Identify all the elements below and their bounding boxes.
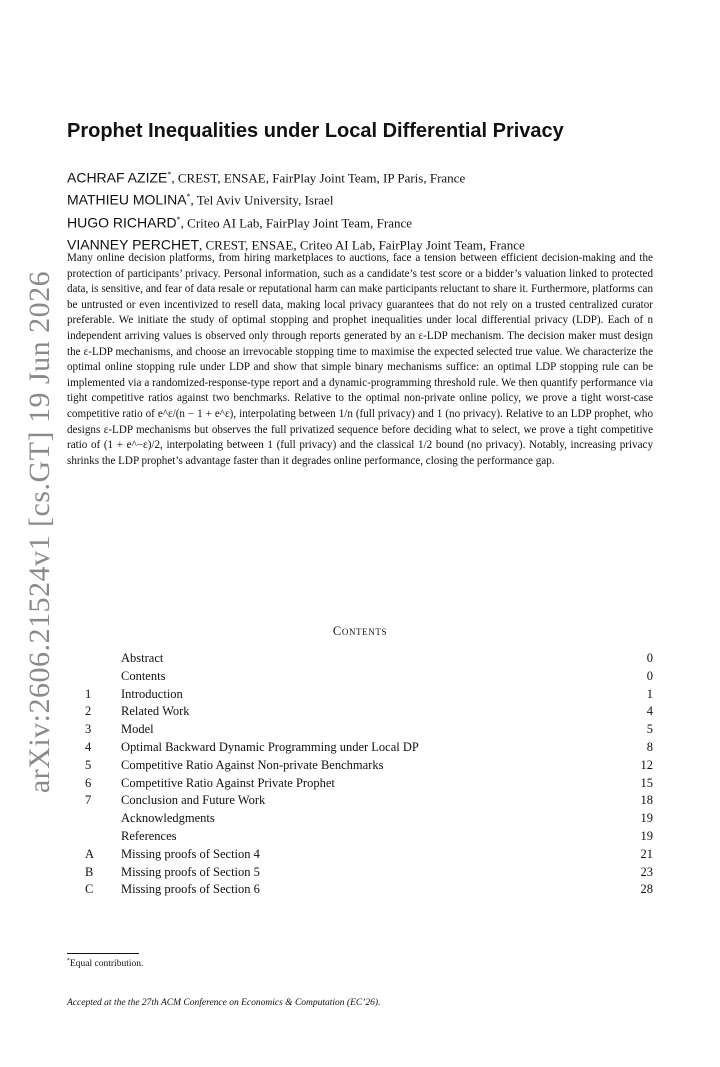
toc-page: 15 [640, 775, 653, 790]
toc-page: 18 [640, 793, 653, 808]
author-marker: * [186, 192, 191, 202]
toc-title: Competitive Ratio Against Non-private Benchmarks [121, 757, 384, 772]
toc-number: A [85, 846, 95, 861]
toc-page: 28 [640, 882, 653, 897]
toc-number: 7 [85, 793, 92, 808]
toc-entry[interactable] [85, 650, 653, 668]
toc-entry[interactable] [85, 721, 653, 739]
author-marker: * [176, 214, 181, 224]
table-of-contents [85, 650, 653, 899]
toc-title: Missing proofs of Section 5 [121, 864, 260, 879]
toc-entry[interactable] [85, 810, 653, 828]
toc-title: Abstract [121, 651, 164, 665]
author-line [67, 187, 667, 209]
toc-entry[interactable] [85, 703, 653, 721]
toc-entry[interactable] [85, 686, 653, 704]
author-affiliation: , Tel Aviv University, Israel [190, 192, 334, 208]
toc-number: 3 [85, 722, 92, 737]
toc-page: 23 [640, 864, 653, 879]
toc-page: 4 [646, 704, 653, 719]
toc-page: 12 [640, 757, 653, 772]
toc-page: 21 [640, 846, 653, 861]
toc-title: Acknowledgments [121, 811, 215, 826]
toc-entry[interactable] [85, 668, 653, 686]
acceptance-note: Accepted at the the 27th ACM Conference on Economics & Computation (EC’26). [67, 998, 381, 1008]
author-line [67, 210, 667, 232]
toc-entry[interactable] [85, 881, 653, 899]
toc-page: 5 [646, 722, 653, 737]
toc-title: Model [121, 722, 154, 737]
toc-entry[interactable] [85, 846, 653, 864]
author-affiliation: , CREST, ENSAE, FairPlay Joint Team, IP Paris, France [171, 170, 466, 186]
arxiv-stamp [18, 272, 62, 792]
toc-entry[interactable] [85, 828, 653, 846]
toc-number: C [85, 882, 94, 897]
footnote [67, 958, 143, 969]
author-name: MATHIEU MOLINA [67, 191, 187, 208]
footnote-rule [67, 953, 139, 954]
author-name: HUGO RICHARD [67, 213, 177, 230]
author-affiliation: , CREST, ENSAE, Criteo AI Lab, FairPlay Joint Team, France [199, 237, 525, 253]
toc-number [85, 810, 121, 828]
toc-entry[interactable] [85, 739, 653, 757]
arxiv-stamp-text: arXiv:2606.21524v1 [cs.GT] 19 Jun 2026 [23, 270, 56, 794]
toc-title: Contents [121, 668, 166, 683]
toc-entry[interactable] [85, 775, 653, 793]
author-marker: * [167, 170, 172, 179]
footnote-text: Equal contribution. [70, 959, 144, 970]
toc-title: Introduction [121, 686, 183, 701]
author-list [67, 165, 667, 254]
toc-number: 6 [85, 775, 92, 790]
toc-title: Competitive Ratio Against Private Prophet [121, 775, 335, 790]
toc-page: 8 [646, 739, 653, 754]
toc-number: 2 [85, 704, 92, 719]
toc-number: B [85, 864, 94, 879]
author-name: VIANNEY PERCHET [67, 236, 199, 253]
author-name: ACHRAF AZIZE [67, 169, 168, 186]
toc-number: 4 [85, 739, 92, 754]
toc-number: 5 [85, 757, 92, 772]
abstract-text: Many online decision platforms, from hiring marketplaces to auctions, face a tension between efficient decision-making and the protection of participants’ privacy. Personal information, such as a candidate’s test score or a bidder’s valuation linked to protected data, is sensitive, and fear of data resale or reputational harm can make participants reluctant to share it. Furthermore, platforms can be untrusted or even incentivized to resell data, making local privacy guarantees that do not rely on a trusted centralized curator preferable. We initiate the study of optimal stopping and prophet inequalities under local differential privacy (LDP). Each of n independent arriving values is observed only through reports generated by an ε-LDP mechanism. The decision maker must design the ε-LDP mechanisms, and choose an irrevocable stopping time to maximise the expected selected true value. We characterize the optimal online stopping rule under LDP and show that simple binary mechanisms suffice: an optimal LDP stopping rule can be implemented via a randomized-response-type report and a dynamic-programming threshold rule. We then quantify performance via tight competitive ratios against two benchmarks. Relative to the optimal non-private online policy, we prove a tight worst-case competitive ratio of e^ε/(n − 1 + e^ε), interpolating between 1/n (full privacy) and 1 (no privacy). Relative to an LDP prophet, who designs ε-LDP mechanisms but observes the full privatized sequence before deciding what to select, we prove a tight competitive ratio of (1 + e^−ε)/2, interpolating between 1 (full privacy) and the classical 1/2 bound (no privacy). Notably, increasing privacy shrinks the LDP prophet’s advantage faster than it degrades online performance, closing the performance gap. [67, 252, 653, 467]
contents-heading: Contents [332, 624, 388, 638]
toc-title: Missing proofs of Section 6 [121, 882, 260, 897]
toc-entry[interactable] [85, 864, 653, 882]
toc-entry[interactable] [85, 757, 653, 775]
toc-page: 1 [646, 686, 653, 701]
toc-number [85, 650, 121, 668]
toc-page: 0 [646, 668, 653, 683]
toc-title: References [121, 828, 177, 843]
toc-page: 19 [640, 828, 653, 843]
toc-title: Missing proofs of Section 4 [121, 846, 260, 861]
toc-number: 1 [85, 686, 92, 701]
toc-number [85, 828, 121, 846]
toc-number [85, 668, 121, 686]
toc-title: Related Work [121, 704, 190, 719]
author-affiliation: , Criteo AI Lab, FairPlay Joint Team, France [180, 214, 413, 230]
toc-page: 0 [646, 651, 653, 665]
toc-title: Optimal Backward Dynamic Programming under Local DP [121, 739, 419, 754]
paper-title: Prophet Inequalities under Local Differential Privacy [67, 120, 564, 142]
toc-title: Conclusion and Future Work [121, 793, 266, 808]
toc-page: 19 [640, 811, 653, 826]
toc-entry[interactable] [85, 792, 653, 810]
author-line [67, 165, 667, 187]
footnote-mark: * [67, 958, 70, 964]
